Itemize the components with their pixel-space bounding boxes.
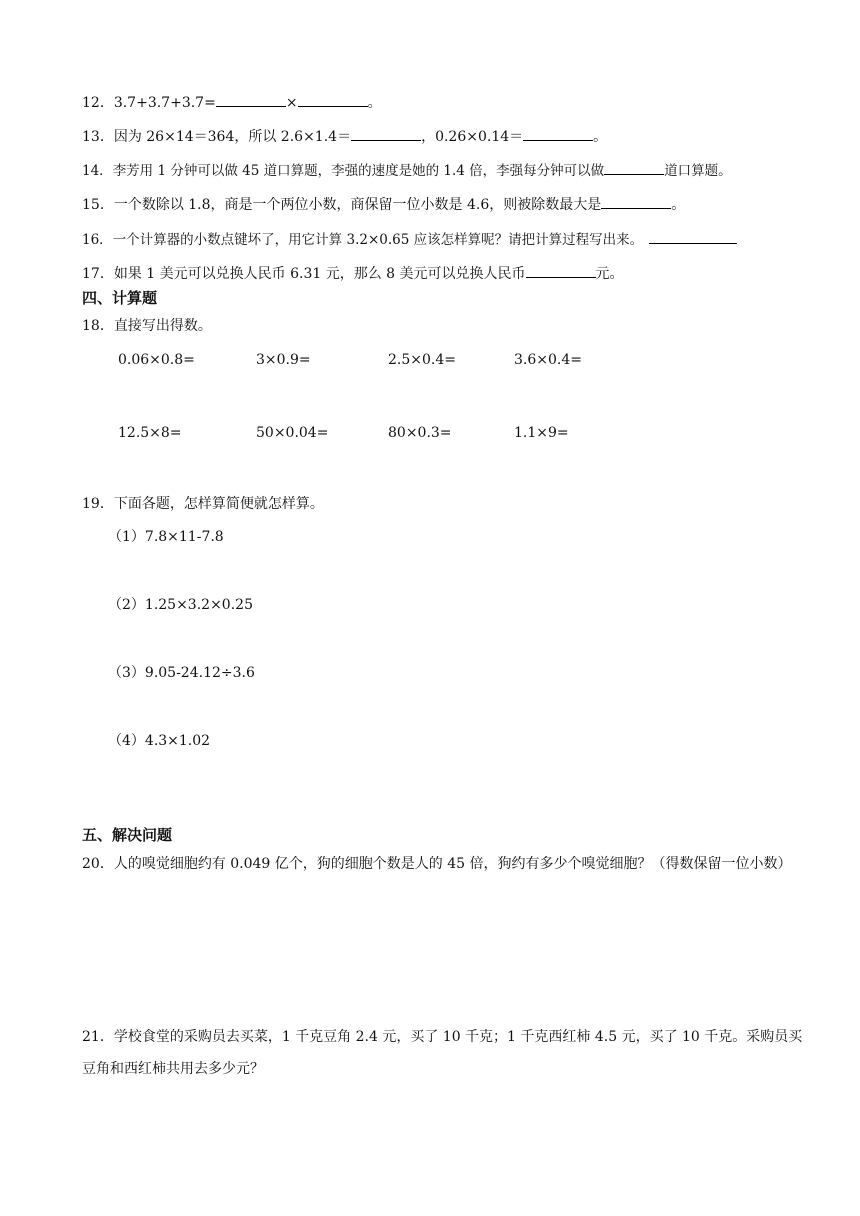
question-text: 。 — [367, 95, 382, 111]
question-19 — [82, 494, 324, 514]
question-text: 一个计算器的小数点键坏了，用它计算 3.2×0.65 应该怎样算呢？请把计算过程写出来。 — [112, 232, 644, 248]
calc-item: 3.6×0.4= — [514, 352, 582, 368]
question-text: 如果 1 美元可以兑换人民币 6.31 元，那么 8 美元可以兑换人民币 — [113, 266, 526, 282]
calc-item: 1.1×9= — [514, 425, 569, 441]
question-number: 18． — [82, 318, 114, 334]
question-text: ，0.26×0.14＝ — [421, 129, 524, 145]
answer-blank[interactable] — [523, 124, 593, 141]
calc-item: 50×0.04= — [256, 425, 329, 441]
answer-blank[interactable] — [351, 124, 421, 141]
question-number: 16． — [82, 232, 113, 248]
question-12 — [82, 90, 382, 113]
question-number: 17． — [82, 266, 114, 282]
calc-item: 12.5×8= — [118, 425, 182, 441]
answer-blank[interactable] — [298, 90, 368, 107]
question-15 — [82, 192, 685, 215]
calc-item: 2.5×0.4= — [388, 352, 456, 368]
question-number: 13． — [82, 129, 114, 145]
question-16 — [82, 227, 737, 250]
sub-question: （4）4.3×1.02 — [108, 733, 211, 749]
sub-question: （3）9.05-24.12÷3.6 — [108, 665, 255, 681]
answer-blank[interactable] — [216, 90, 286, 107]
question-17 — [82, 261, 624, 284]
question-number: 15． — [82, 197, 114, 213]
answer-blank[interactable] — [649, 227, 737, 244]
question-text: × — [285, 95, 298, 111]
question-text: 因为 26×14＝364，所以 2.6×1.4＝ — [113, 129, 352, 145]
calc-item: 0.06×0.8= — [118, 352, 195, 368]
answer-blank[interactable] — [601, 192, 671, 209]
question-13 — [82, 124, 607, 147]
question-text: 道口算题。 — [664, 163, 732, 179]
section-heading: 四、计算题 — [82, 289, 158, 307]
question-18 — [82, 316, 212, 336]
question-number: 19． — [82, 496, 114, 512]
calc-item: 80×0.3= — [388, 425, 452, 441]
question-text: 。 — [671, 197, 686, 213]
question-text: 一个数除以 1.8，商是一个两位小数，商保留一位小数是 4.6，则被除数最大是 — [113, 197, 602, 213]
sub-question: （2）1.25×3.2×0.25 — [108, 597, 253, 613]
calc-item: 3×0.9= — [256, 352, 311, 368]
section-heading: 五、解决问题 — [82, 826, 173, 844]
answer-blank[interactable] — [526, 261, 596, 278]
question-14 — [82, 158, 732, 181]
question-21: 21．学校食堂的采购员去买菜，1 千克豆角 2.4 元，买了 10 千克；1 千克西红柿 4.5 元，买了 10 千克。采购员买豆角和西红柿共用去多少元？ — [82, 1029, 803, 1077]
question-number: 12． — [82, 95, 114, 111]
question-text: 下面各题，怎样算简便就怎样算。 — [113, 496, 324, 512]
question-text: 李芳用 1 分钟可以做 45 道口算题，李强的速度是她的 1.4 倍，李强每分钟可以做 — [112, 163, 605, 179]
sub-question: （1）7.8×11-7.8 — [108, 529, 224, 545]
question-text: 3.7+3.7+3.7= — [113, 95, 216, 111]
question-text: 。 — [593, 129, 608, 145]
question-20: 20．人的嗅觉细胞约有 0.049 亿个，狗的细胞个数是人的 45 倍，狗约有多少个嗅觉细胞？（得数保留一位小数） — [82, 856, 792, 872]
answer-blank[interactable] — [604, 158, 664, 175]
question-text: 直接写出得数。 — [113, 318, 212, 334]
question-text: 元。 — [595, 266, 624, 282]
question-number: 14． — [82, 163, 113, 179]
